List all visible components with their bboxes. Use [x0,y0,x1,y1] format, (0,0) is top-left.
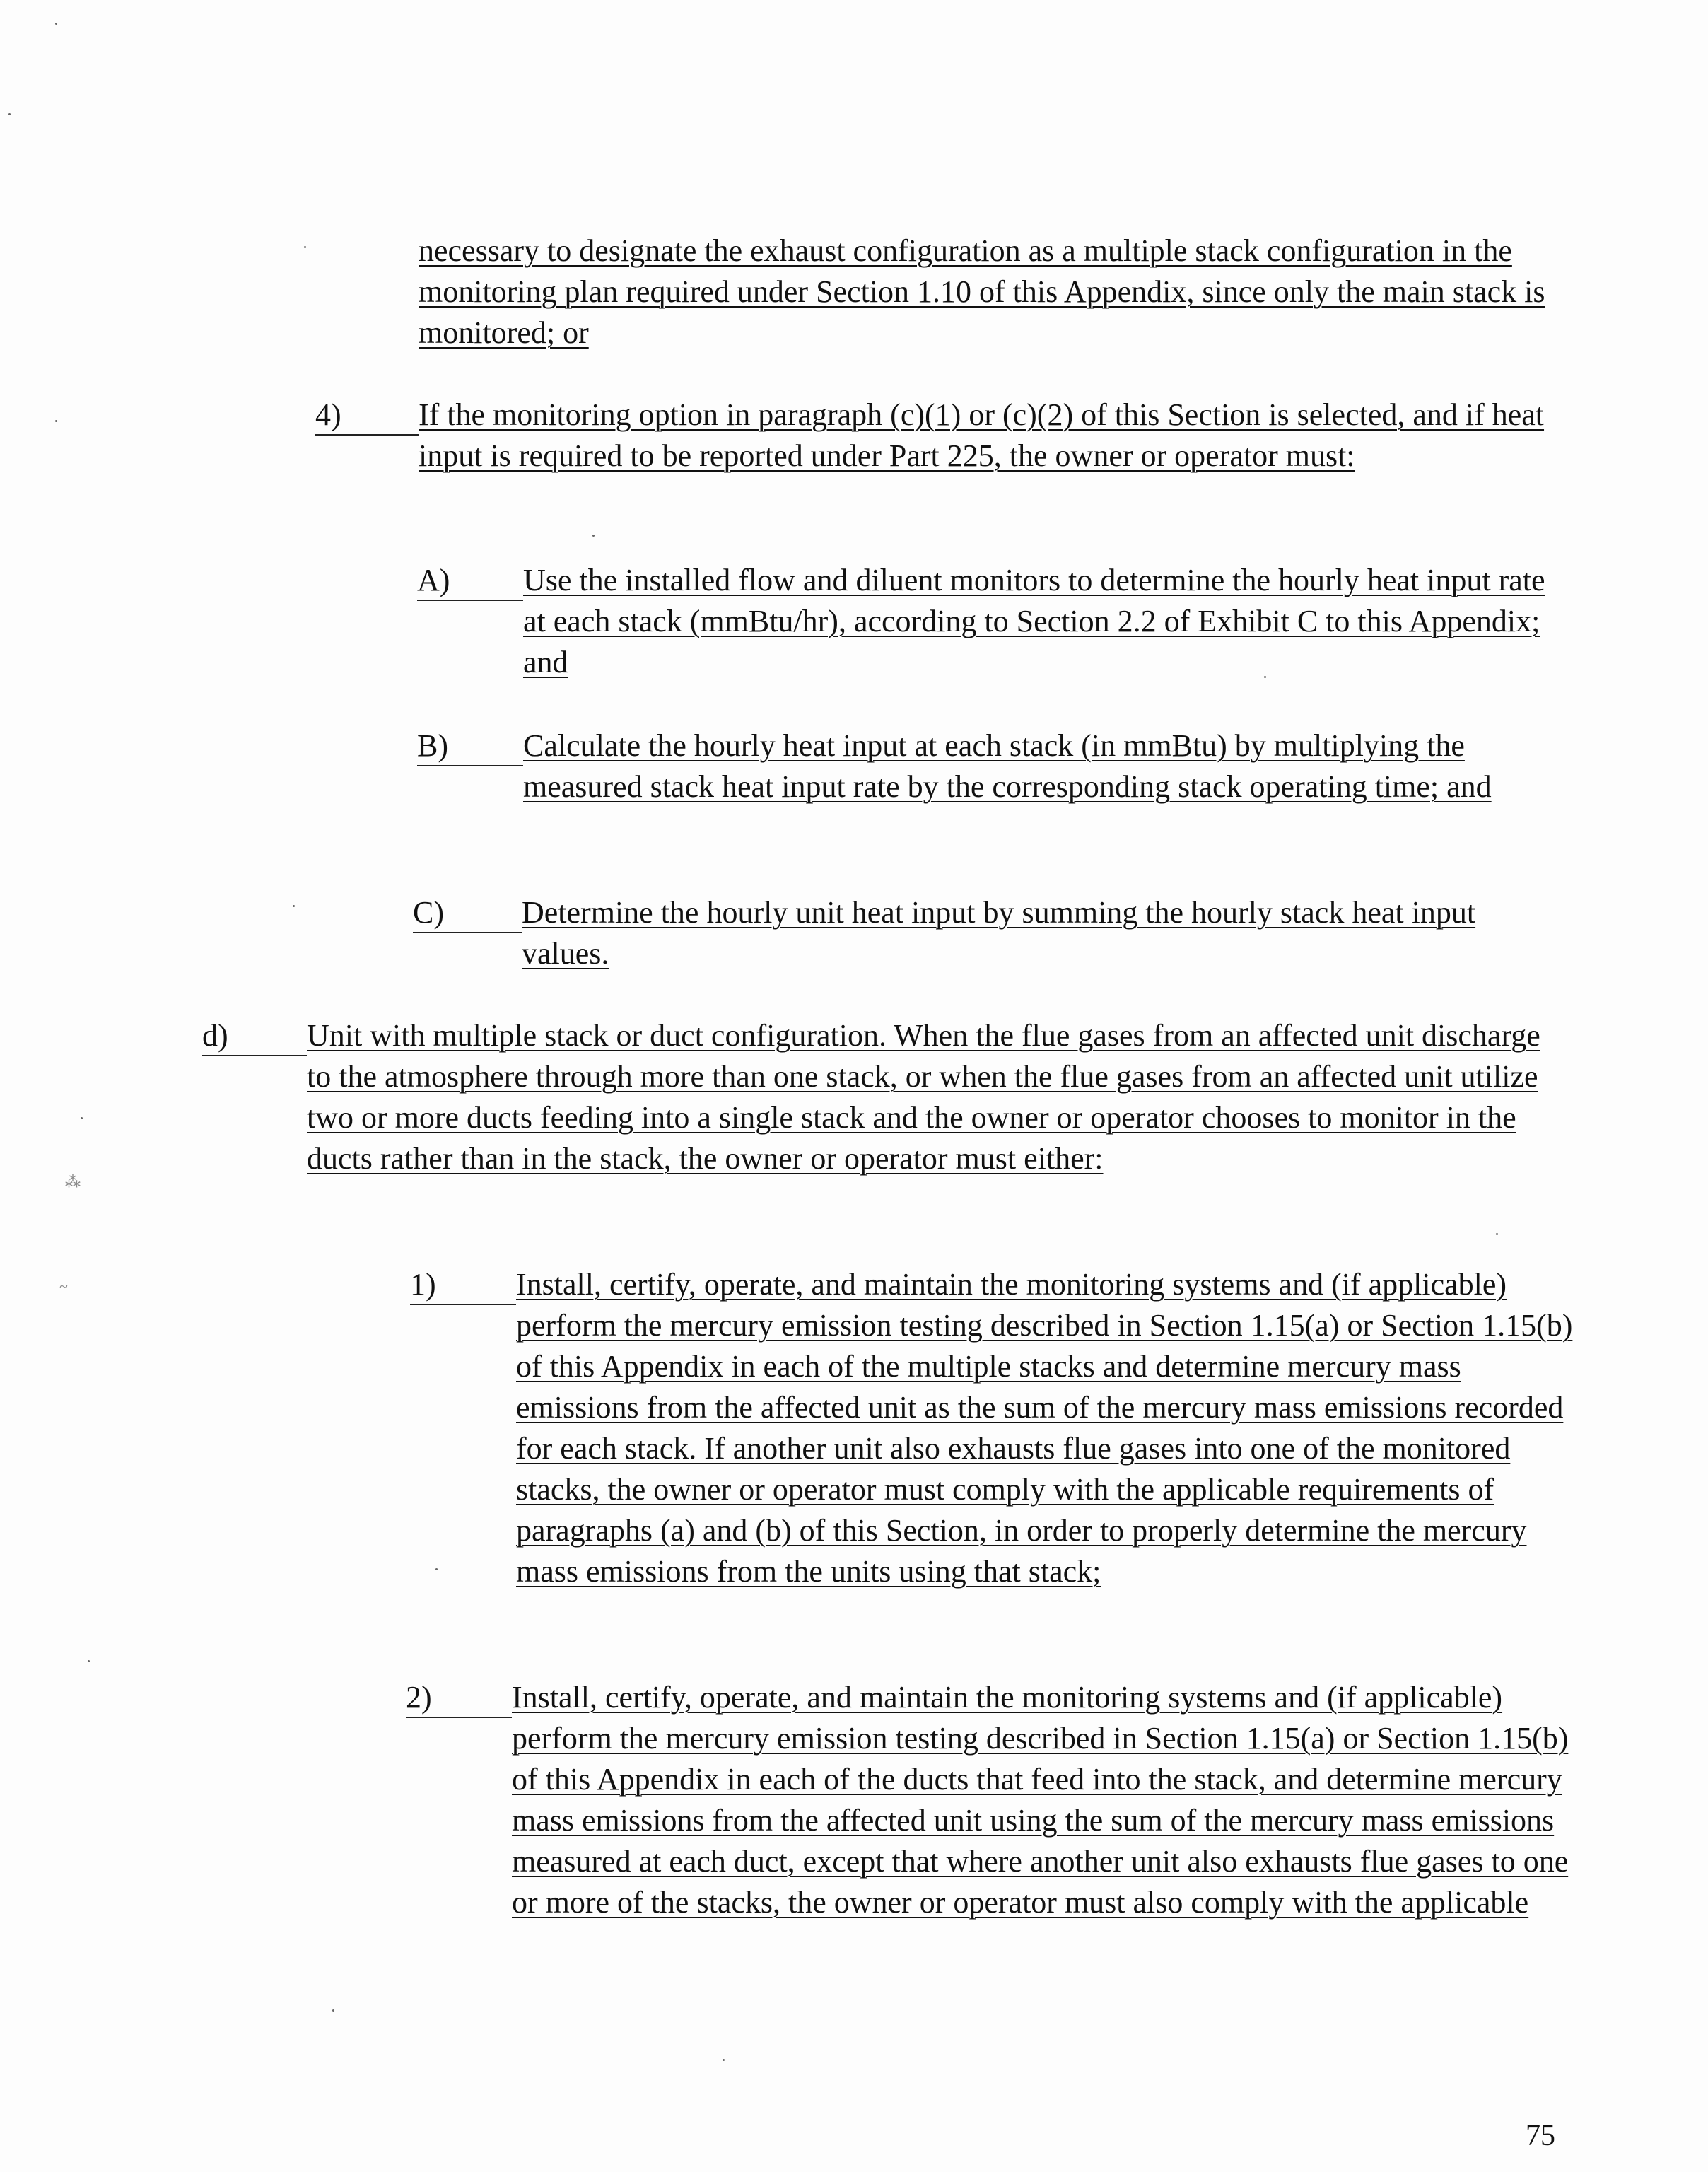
scan-speck [304,246,306,248]
item-c-paragraph: Determine the hourly unit heat input by summing the hourly stack heat input values. [522,895,1476,971]
item-d1-rule [410,1304,516,1305]
item-d-label: d) [202,1018,228,1053]
item-4-label: 4) [315,397,341,432]
item-d2-paragraph: Install, certify, operate, and maintain the monitoring systems and (if applicable) perform the mercury emission testing described in Section 1.15(a) or Section 1.15(b) of this Appendix in each of the ducts that feed into the stack, and determine mercury mass emissions from the affected unit using the sum of the mercury mass emissions measured at each duct, except that where another unit also exhausts flue gases to one or more of the stacks, the owner or operator must also comply with the applicable [512,1680,1569,1920]
item-b-label: B) [417,728,448,763]
continuation-paragraph: necessary to designate the exhaust configuration as a multiple stack configuration in the monitoring plan required under Section 1.10 of this Appendix, since only the main stack is monitored; or [419,233,1545,350]
scan-speck [723,2059,725,2061]
item-d2-label: 2) [406,1680,432,1715]
scan-speck [1264,676,1266,678]
scan-speck [55,23,57,25]
scan-speck [81,1117,83,1119]
item-b-paragraph: Calculate the hourly heat input at each stack (in mmBtu) by multiplying the measured stack heat input rate by the corresponding stack operating time; and [523,728,1492,804]
scan-speck [293,905,295,907]
item-d-paragraph: Unit with multiple stack or duct configuration. When the flue gases from an affected unit discharge to the atmosphere through more than one stack, or when the flue gases from an affected unit utilize two or more ducts feeding into a single stack and the owner or operator chooses to monitor in the ducts rather than in the stack, the owner or operator must either: [307,1018,1540,1176]
scan-speck [592,535,595,537]
item-a-paragraph: Use the installed flow and diluent monitors to determine the hourly heat input rate at each stack (mmBtu/hr), according to Section 2.2 of Exhibit C to this Appendix; and [523,563,1545,679]
margin-scan-mark: ⁂ [65,1173,81,1191]
item-4-rule [315,434,419,436]
item-d-rule [202,1055,307,1056]
scan-speck [435,1568,438,1570]
scan-speck [88,1660,90,1662]
margin-scan-mark: ~ [59,1278,68,1295]
item-c-rule [413,932,522,933]
item-d1-label: 1) [410,1267,436,1302]
item-d1-paragraph: Install, certify, operate, and maintain the monitoring systems and (if applicable) perform the mercury emission testing described in Section 1.15(a) or Section 1.15(b) of this Appendix in each of the multiple stacks and determine mercury mass emissions from the affected unit as the sum of the mercury mass emissions recorded for each stack. If another unit also exhausts flue gases into one of the monitored stacks, the owner or operator must comply with the applicable requirements of paragraphs (a) and (b) of this Section, in order to properly determine the mercury mass emissions from the units using that stack; [516,1267,1573,1589]
page-number: 75 [1526,2120,1555,2152]
item-d2-rule [406,1717,512,1718]
item-4-paragraph: If the monitoring option in paragraph (c)(1) or (c)(2) of this Section is selected, and if heat input is required to be reported under Part 225, the owner or operator must: [419,397,1545,473]
item-a-label: A) [417,563,450,597]
scan-speck [332,2009,334,2012]
scan-speck [1496,1233,1498,1235]
scan-speck [8,113,11,115]
scan-speck [55,420,57,422]
item-b-rule [417,765,523,766]
item-c-label: C) [413,895,444,930]
item-a-rule [417,600,523,601]
